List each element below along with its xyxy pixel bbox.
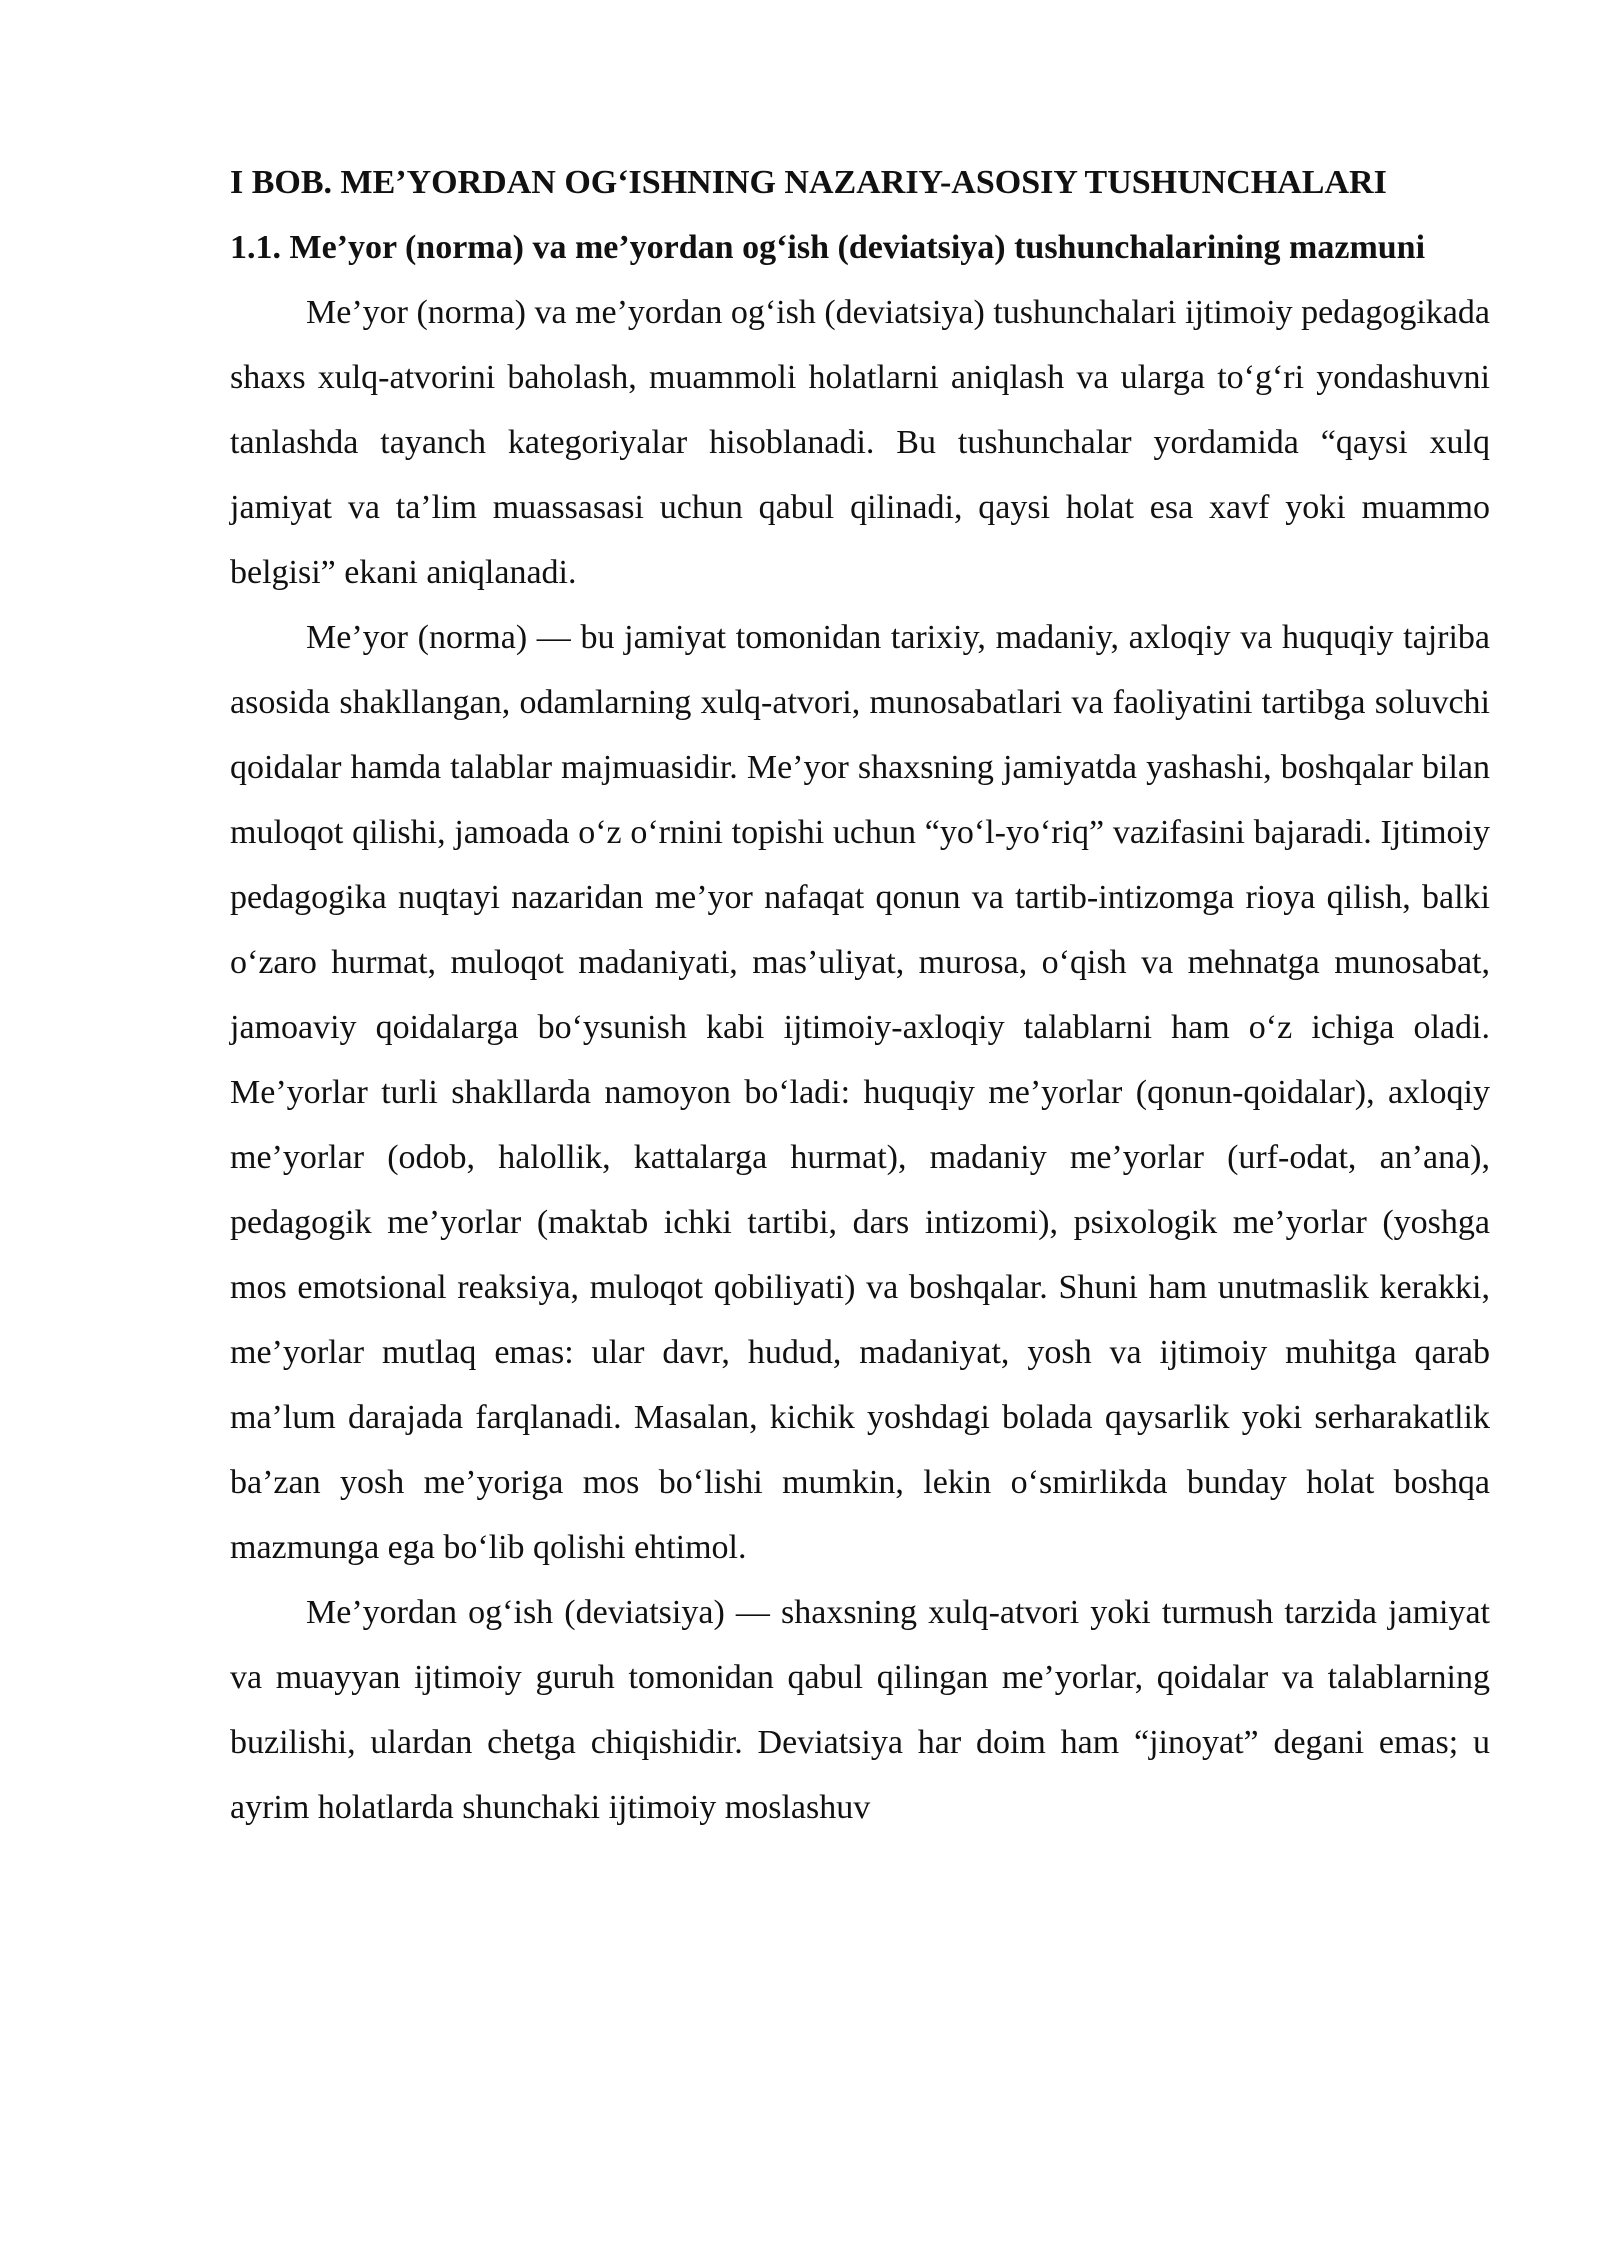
paragraph: Me’yordan og‘ish (deviatsiya) — shaxsning xulq-atvori yoki turmush tarzida jamiyat va muayyan ijtimoiy guruh tomonidan qabul qilingan me’yorlar, qoidalar va talablarning buzilishi, ulardan chetga chiqishidir. Deviatsiya har doim ham “jinoyat” degani emas; u ayrim holatlarda shunchaki ijtimoiy moslashuv xyxy=(230,1594,1490,1826)
section-title: 1.1. Me’yor (norma) va me’yordan og‘ish (deviatsiya) tushunchalarining mazmuni xyxy=(230,229,1426,266)
paragraph: Me’yor (norma) va me’yordan og‘ish (deviatsiya) tushunchalari ijtimoiy pedagogikada shaxs xulq-atvorini baholash, muammoli holatlarni aniqlash va ularga to‘g‘ri yondashuvni tanlashda tayanch kategoriyalar hisoblanadi. Bu tushunchalar yordamida “qaysi xulq jamiyat va ta’lim muassasasi uchun qabul qilinadi, qaysi holat esa xavf yoki muammo belgisi” ekani aniqlanadi. xyxy=(230,294,1490,591)
paragraph: Me’yor (norma) — bu jamiyat tomonidan tarixiy, madaniy, axloqiy va huquqiy tajriba asosida shakllangan, odamlarning xulq-atvori, munosabatlari va faoliyatini tartibga soluvchi qoidalar hamda talablar majmuasidir. Me’yor shaxsning jamiyatda yashashi, boshqalar bilan muloqot qilishi, jamoada o‘z o‘rnini topishi uchun “yo‘l-yo‘riq” vazifasini bajaradi. Ijtimoiy pedagogika nuqtayi nazaridan me’yor nafaqat qonun va tartib-intizomga rioya qilish, balki o‘zaro hurmat, muloqot madaniyati, mas’uliyat, murosa, o‘qish va mehnatga munosabat, jamoaviy qoidalarga bo‘ysunish kabi ijtimoiy-axloqiy talablarni ham o‘z ichiga oladi. Me’yorlar turli shakllarda namoyon bo‘ladi: huquqiy me’yorlar (qonun-qoidalar), axloqiy me’yorlar (odob, halollik, kattalarga hurmat), madaniy me’yorlar (urf-odat, an’ana), pedagogik me’yorlar (maktab ichki tartibi, dars intizomi), psixologik me’yorlar (yoshga mos emotsional reaksiya, muloqot qobiliyati) va boshqalar. Shuni ham unutmaslik kerakki, me’yorlar mutlaq emas: ular davr, hudud, madaniyat, yosh va ijtimoiy muhitga qarab ma’lum darajada farqlanadi. Masalan, kichik yoshdagi bolada qaysarlik yoki serharakatlik ba’zan yosh me’yoriga mos bo‘lishi mumkin, lekin o‘smirlikda bunday holat boshqa mazmunga ega bo‘lib qolishi ehtimol. xyxy=(230,619,1490,1566)
chapter-title: I BOB. ME’YORDAN OG‘ISHNING NAZARIY-ASOSIY TUSHUNCHALARI xyxy=(230,164,1387,201)
document-page xyxy=(230,150,1490,1840)
